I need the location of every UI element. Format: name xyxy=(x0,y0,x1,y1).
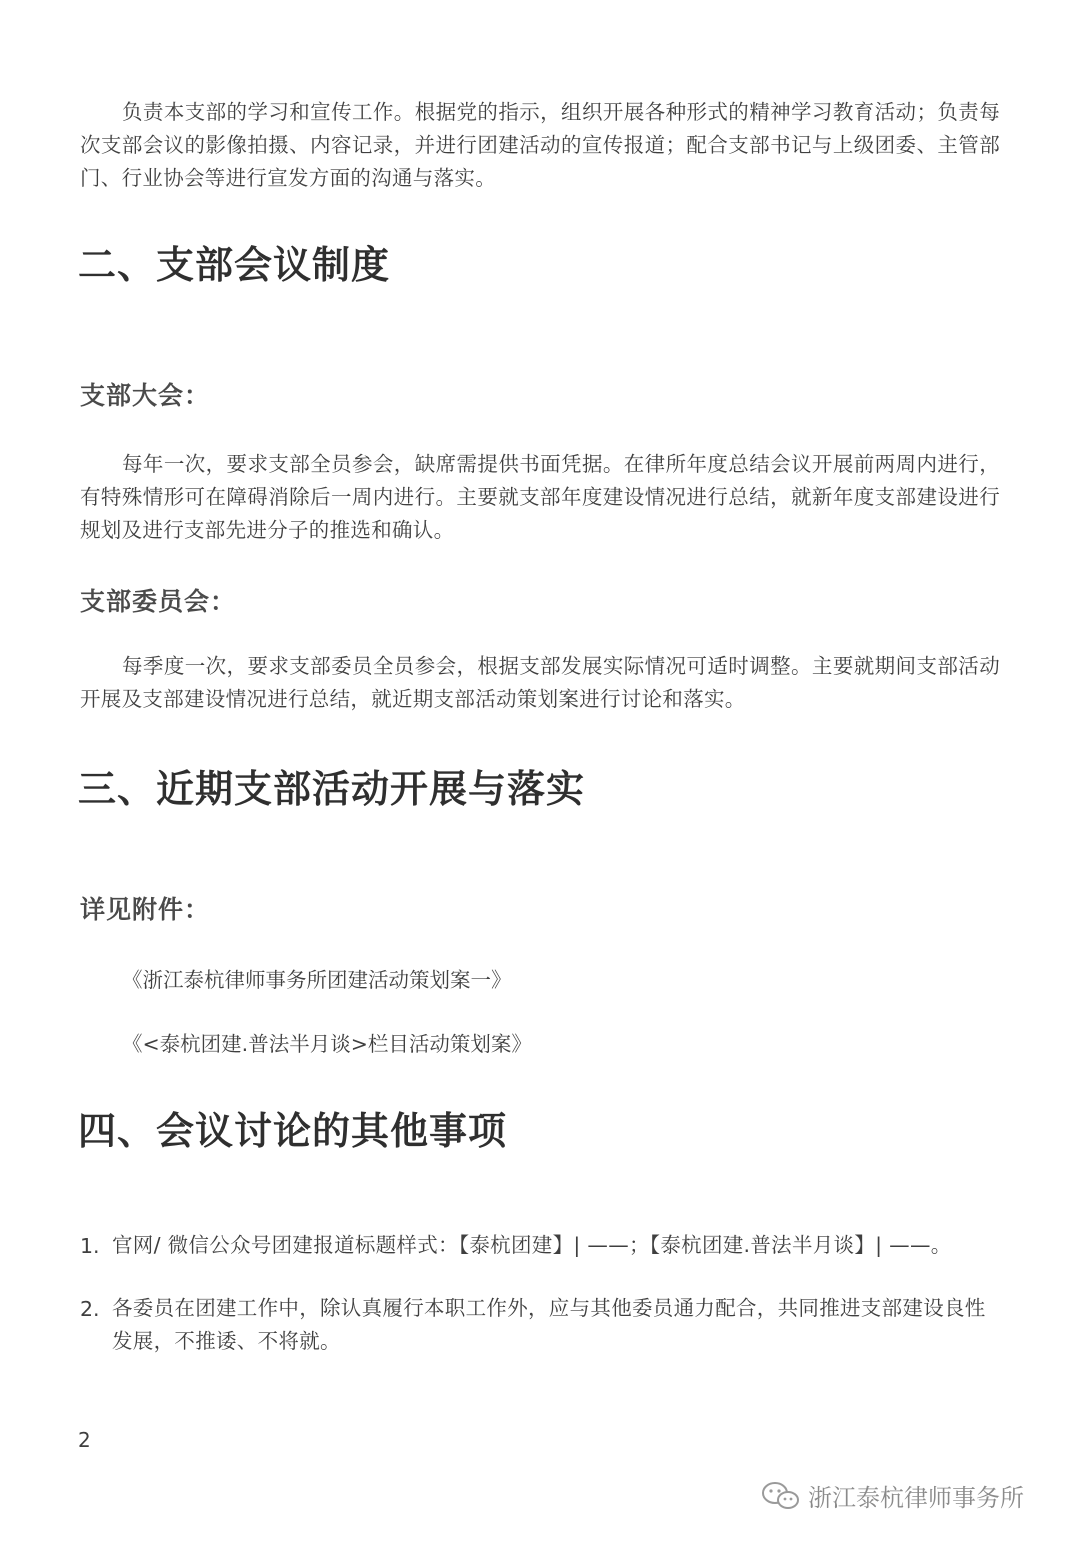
section4-title: 四、会议讨论的其他事项 xyxy=(78,1109,508,1153)
committee-meeting-text: 每季度一次，要求支部委员全员参会，根据支部发展实际情况可适时调整。主要就期间支部活动开展及支部建设情况进行总结，就近期支部活动策划案进行讨论和落实。 xyxy=(80,654,1000,711)
footer-watermark xyxy=(760,1478,1024,1513)
general-meeting-text: 每年一次，要求支部全员参会，缺席需提供书面凭据。在律所年度总结会议开展前两周内进行，有特殊情形可在障碍消除后一周内进行。主要就支部年度建设情况进行总结，就新年度支部建设进行规划及进行支部先进分子的推选和确认。 xyxy=(80,452,1000,542)
committee-meeting-heading: 支部委员会： xyxy=(80,587,237,616)
attachment-item: 《<泰杭团建.普法半月谈>栏目活动策划案》 xyxy=(122,1032,532,1056)
page-number: 2 xyxy=(78,1428,91,1452)
general-meeting-heading: 支部大会： xyxy=(80,381,211,410)
list-item-number: 2. xyxy=(80,1297,100,1321)
attachments-heading: 详见附件： xyxy=(80,895,211,924)
wechat-icon xyxy=(760,1480,802,1512)
attachment-item: 《浙江泰杭律师事务所团建活动策划案一》 xyxy=(122,968,512,992)
section3-title: 三、近期支部活动开展与落实 xyxy=(78,767,586,811)
list-item-text: 各委员在团建工作中，除认真履行本职工作外，应与其他委员通力配合，共同推进支部建设良性发展，不推诿、不将就。 xyxy=(112,1296,986,1353)
list-item-text: 官网/ 微信公众号团建报道标题样式：【泰杭团建】| ——；【泰杭团建.普法半月谈】| ——。 xyxy=(112,1233,952,1257)
footer-text: 浙江泰杭律师事务所 xyxy=(808,1484,1024,1512)
section2-title: 二、支部会议制度 xyxy=(78,243,391,287)
list-item-number: 1. xyxy=(80,1234,100,1258)
intro-paragraph: 负责本支部的学习和宣传工作。根据党的指示，组织开展各种形式的精神学习教育活动；负责每次支部会议的影像拍摄、内容记录，并进行团建活动的宣传报道；配合支部书记与上级团委、主管部门、行业协会等进行宣发方面的沟通与落实。 xyxy=(80,100,1000,190)
